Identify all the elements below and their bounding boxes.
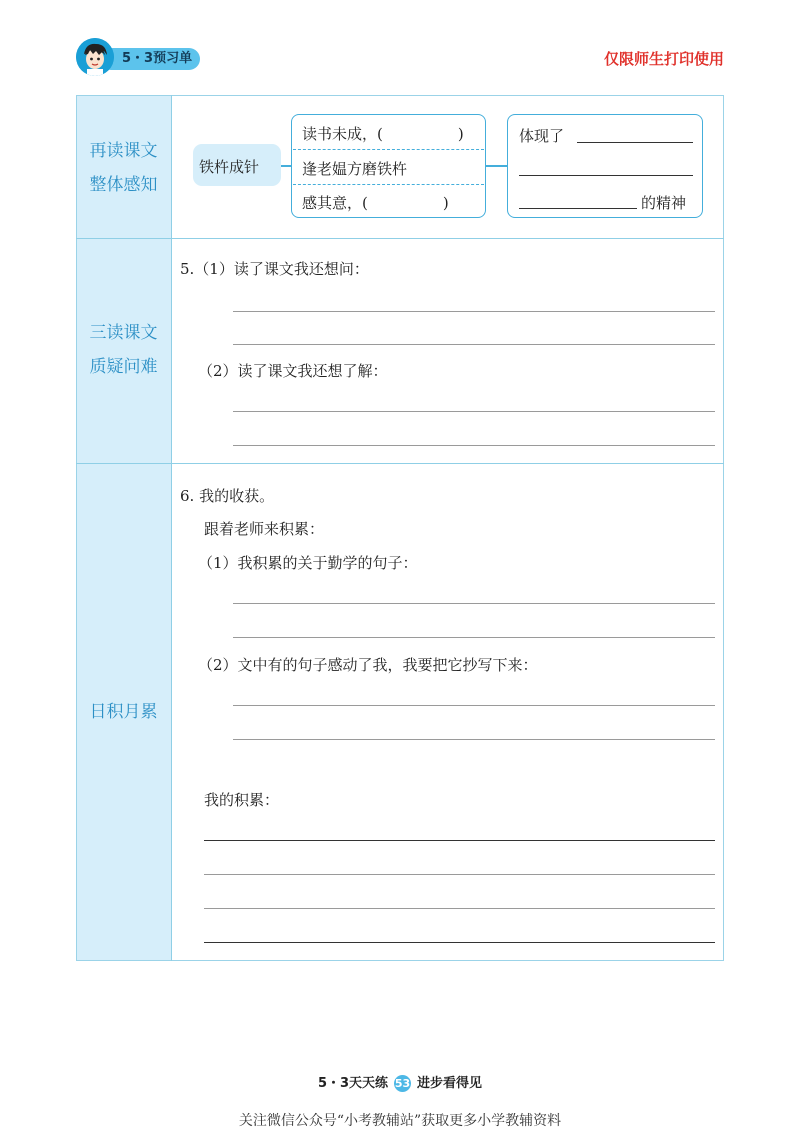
branch-text-1[interactable]: 读书未成，( ) (302, 125, 464, 143)
section-label-reread: 再读课文 整体感知 (89, 141, 158, 195)
answer-line[interactable] (233, 344, 715, 345)
answer-line[interactable] (577, 142, 693, 143)
mindmap-connector (281, 165, 291, 167)
answer-line[interactable] (204, 840, 715, 841)
watermark-text: 关注微信公众号“小考教辅站”获取更多小学教辅资料 (238, 1113, 562, 1129)
answer-line[interactable] (233, 739, 715, 740)
header-badge-text: 5・3预习单 (122, 51, 193, 66)
section-label-accumulate: 日积月累 (89, 702, 158, 722)
my-accumulation-label: 我的积累： (204, 791, 280, 809)
summary-suffix: 的精神 (641, 194, 687, 212)
page-number: 53 (394, 1077, 411, 1090)
question-5-part-1: 5.（1）读了课文我还想问： (180, 260, 369, 278)
branch-text-2: 逢老媪方磨铁杵 (302, 160, 408, 178)
question-5-part-2: （2）读了课文我还想了解： (198, 362, 388, 380)
answer-line[interactable] (233, 311, 715, 312)
worksheet-table (76, 95, 724, 961)
answer-line[interactable] (233, 637, 715, 638)
answer-line[interactable] (233, 603, 715, 604)
row-divider (76, 238, 724, 239)
answer-line[interactable] (233, 411, 715, 412)
summary-prefix: 体现了 (519, 127, 565, 145)
row-divider (76, 463, 724, 464)
branch-text-3[interactable]: 感其意，( ) (302, 194, 449, 212)
question-6-title: 6. 我的收获。 (180, 487, 275, 505)
mindmap-connector (486, 165, 507, 167)
page-footer (0, 1072, 800, 1092)
answer-line[interactable] (233, 705, 715, 706)
branch-divider (293, 184, 484, 185)
column-divider (171, 95, 172, 961)
answer-line[interactable] (519, 208, 637, 209)
answer-line[interactable] (233, 445, 715, 446)
print-restriction-note: 仅限师生打印使用 (603, 50, 724, 68)
section-label-question: 三读课文 质疑问难 (89, 323, 158, 377)
answer-line[interactable] (204, 942, 715, 943)
footer-slogan: 进步看得见 (417, 1076, 483, 1091)
question-6-part-2: （2）文中有的句子感动了我，我要把它抄写下来： (198, 656, 538, 674)
question-6-intro: 跟着老师来积累： (204, 520, 325, 538)
answer-line[interactable] (204, 874, 715, 875)
mindmap-center-text: 铁杵成针 (199, 158, 260, 176)
answer-line[interactable] (519, 175, 693, 176)
cartoon-boy-icon (76, 38, 114, 76)
branch-divider (293, 149, 484, 150)
answer-line[interactable] (204, 908, 715, 909)
question-6-part-1: （1）我积累的关于勤学的句子： (198, 554, 418, 572)
footer-series: 5・3天天练 (317, 1076, 389, 1091)
